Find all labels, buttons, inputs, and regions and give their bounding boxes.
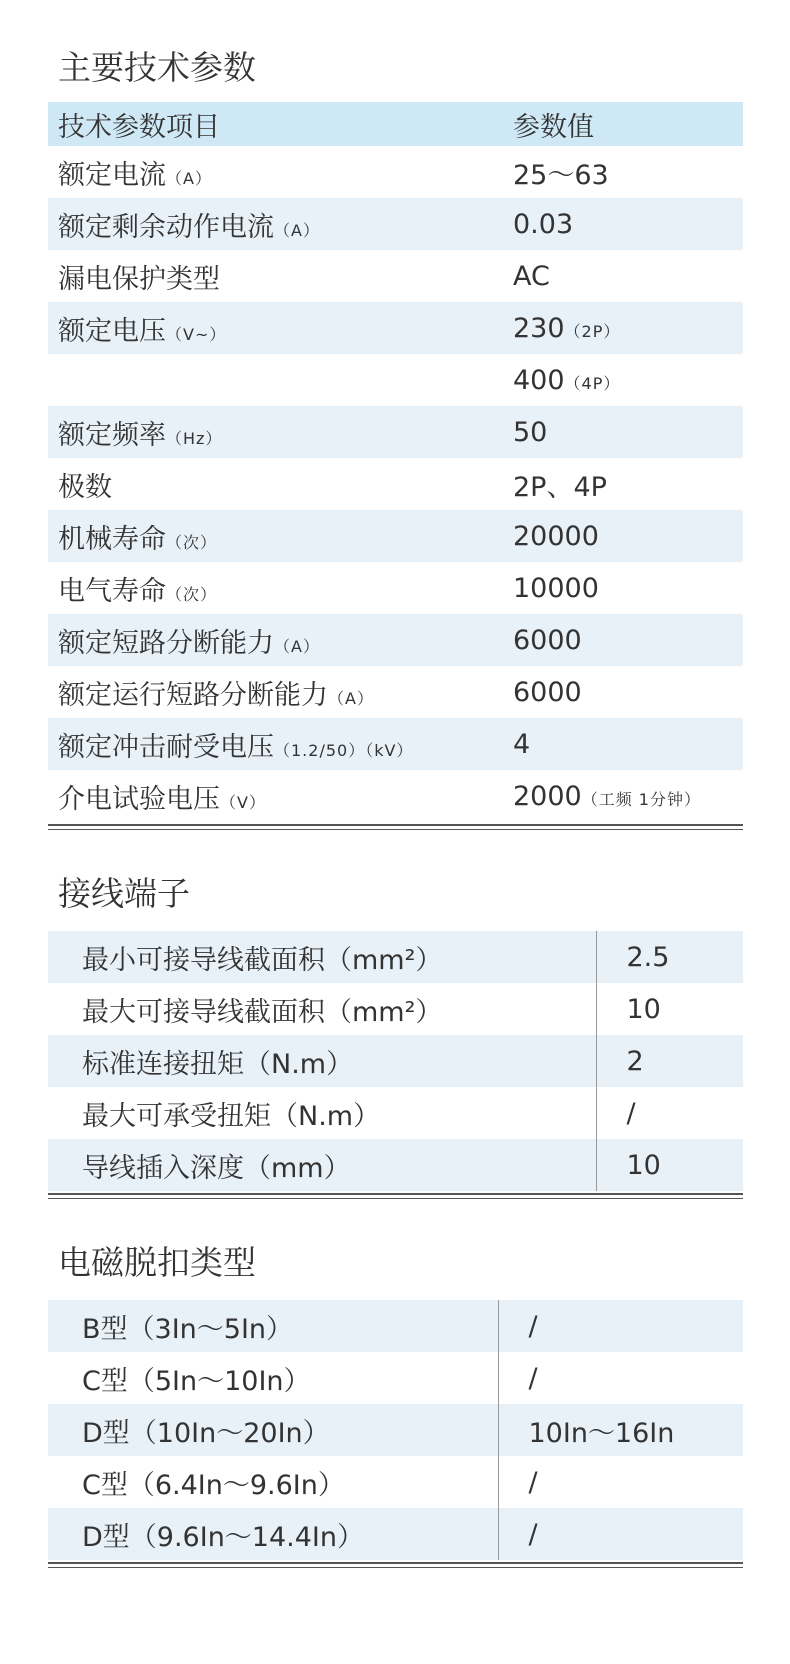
param-value: 230 <box>513 312 565 344</box>
param-unit: （A） <box>328 688 374 708</box>
spec-sheet <box>48 0 743 1568</box>
terminal-table <box>48 931 743 1191</box>
param-unit: （A） <box>166 168 212 188</box>
terminal-label: 最大可接导线截面积（mm²） <box>48 983 596 1035</box>
param-unit: （次） <box>166 584 218 604</box>
table-row <box>48 510 743 562</box>
param-value: 400 <box>513 364 565 396</box>
table-row <box>48 1456 743 1508</box>
param-value: 2000 <box>513 780 582 812</box>
terminal-label: 最大可承受扭矩（N.m） <box>48 1087 596 1139</box>
param-value: 10000 <box>513 572 599 604</box>
terminal-value: / <box>626 1097 636 1129</box>
param-value-unit: （2P） <box>564 321 621 341</box>
table-row <box>48 406 743 458</box>
table-row <box>48 1087 743 1139</box>
param-label: 额定短路分断能力 <box>58 627 274 659</box>
param-value: 20000 <box>513 520 599 552</box>
table-row <box>48 614 743 666</box>
trip-type-value: 10In～16In <box>528 1417 675 1449</box>
table-row <box>48 770 743 822</box>
terminal-value: 2 <box>626 1045 644 1077</box>
header-item: 技术参数项目 <box>58 111 220 143</box>
terminal-label: 最小可接导线截面积（mm²） <box>48 931 596 983</box>
table-row <box>48 198 743 250</box>
param-label: 额定剩余动作电流 <box>58 211 274 243</box>
terminal-value: 10 <box>626 1149 661 1181</box>
table-row <box>48 983 743 1035</box>
table-row <box>48 458 743 510</box>
param-label: 额定运行短路分断能力 <box>58 679 328 711</box>
section-title-main-specs: 主要技术参数 <box>58 48 256 87</box>
table-row <box>48 302 743 354</box>
table-row <box>48 1035 743 1087</box>
trip-type-value: / <box>528 1518 538 1550</box>
trip-table <box>48 1300 743 1560</box>
table-row <box>48 250 743 302</box>
terminal-label: 导线插入深度（mm） <box>48 1139 596 1191</box>
param-unit: （A） <box>274 220 320 240</box>
table-row <box>48 666 743 718</box>
param-value: AC <box>513 260 550 292</box>
param-value-unit: （4P） <box>564 373 621 393</box>
spec-table-header <box>48 102 743 146</box>
param-unit: （V~） <box>166 324 227 344</box>
param-value: 4 <box>513 728 531 760</box>
param-value: 0.03 <box>513 208 574 240</box>
param-unit: （V） <box>220 792 266 812</box>
terminal-value: 2.5 <box>626 941 670 973</box>
table-row <box>48 931 743 983</box>
param-value-unit: （工频 1分钟） <box>581 789 701 809</box>
param-unit: （次） <box>166 532 218 552</box>
header-value: 参数值 <box>513 111 594 143</box>
table-row <box>48 1508 743 1560</box>
table-bottom-rule <box>48 1193 743 1199</box>
param-label: 额定频率 <box>58 419 166 451</box>
terminal-value: 10 <box>626 993 661 1025</box>
param-label: 介电试验电压 <box>58 783 220 815</box>
table-row <box>48 146 743 198</box>
trip-type-label: D型（9.6In～14.4In） <box>48 1508 498 1560</box>
table-bottom-rule <box>48 824 743 830</box>
param-label: 漏电保护类型 <box>58 263 220 295</box>
trip-type-label: C型（5In～10In） <box>48 1352 498 1404</box>
param-label: 额定冲击耐受电压 <box>58 731 274 763</box>
trip-type-label: B型（3In～5In） <box>48 1300 498 1352</box>
table-row <box>48 354 743 406</box>
section-title-terminals: 接线端子 <box>58 874 190 913</box>
param-value: 6000 <box>513 624 582 656</box>
table-row <box>48 1352 743 1404</box>
param-label: 机械寿命 <box>58 523 166 555</box>
table-bottom-rule <box>48 1562 743 1568</box>
param-value: 50 <box>513 416 548 448</box>
param-value: 2P、4P <box>513 471 607 503</box>
trip-type-value: / <box>528 1466 538 1498</box>
trip-type-value: / <box>528 1310 538 1342</box>
trip-type-label: D型（10In～20In） <box>48 1404 498 1456</box>
param-unit: （A） <box>274 636 320 656</box>
trip-type-value: / <box>528 1362 538 1394</box>
spec-table <box>48 102 743 822</box>
param-label: 极数 <box>58 471 112 503</box>
table-row <box>48 1404 743 1456</box>
table-row <box>48 562 743 614</box>
table-row <box>48 718 743 770</box>
param-label: 电气寿命 <box>58 575 166 607</box>
trip-type-label: C型（6.4In～9.6In） <box>48 1456 498 1508</box>
terminal-label: 标准连接扭矩（N.m） <box>48 1035 596 1087</box>
table-row <box>48 1300 743 1352</box>
param-value: 25～63 <box>513 159 609 191</box>
param-value: 6000 <box>513 676 582 708</box>
param-unit: （1.2/50）（kV） <box>274 740 414 760</box>
param-label: 额定电压 <box>58 315 166 347</box>
param-unit: （Hz） <box>166 428 223 448</box>
table-row <box>48 1139 743 1191</box>
param-label: 额定电流 <box>58 159 166 191</box>
section-title-trip-types: 电磁脱扣类型 <box>58 1243 256 1282</box>
